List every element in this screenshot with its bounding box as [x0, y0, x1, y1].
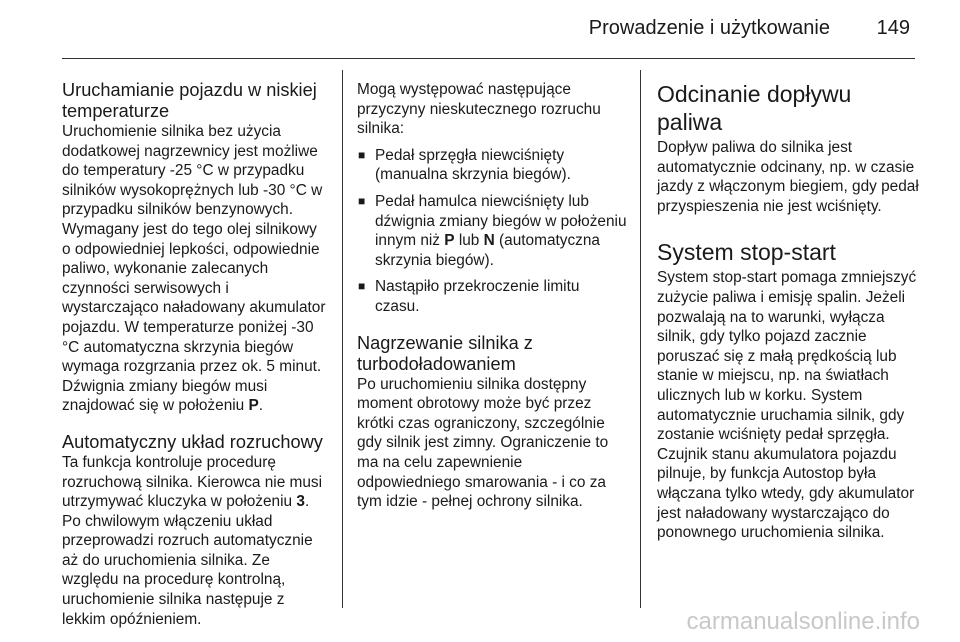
- paragraph-cold-start: [62, 122, 328, 416]
- paragraph-text-end: . Po chwilowym włączeniu układ przeprowadzi rozruch automatycznie aż do uruchomienia silnika. Ze względu na procedurę kontrolną, uruchomienie silnika następuje z lekkim opóźnieniem.: [62, 493, 313, 628]
- column-divider-2: [640, 70, 641, 608]
- section-heading-cold-start: Uruchamianie pojazdu w niskiej temperaturze: [62, 80, 317, 121]
- paragraph-text-end: .: [258, 397, 264, 415]
- column-3: [657, 80, 919, 543]
- bullet-icon: ■: [358, 193, 366, 208]
- paragraph-fuel-cutoff: Dopływ paliwa do silnika jest automatycznie odcinany, np. w czasie jazdy z włączonym biegiem, gdy pedał przyspieszenia nie jest wciśnięty.: [657, 139, 919, 215]
- paragraph-text: Ta funkcja kontroluje procedurę rozruchową silnika. Kierowca nie musi utrzymywać kluczyka w położeniu: [62, 453, 323, 511]
- section-heading-stop-start: System stop-start: [657, 239, 836, 266]
- column-2: [357, 80, 627, 512]
- bullet-icon: ■: [358, 279, 366, 294]
- section-heading-fuel-cutoff: Odcinanie dopływu paliwa: [657, 81, 852, 135]
- header-divider: [62, 58, 915, 59]
- column-divider-1: [342, 70, 343, 608]
- list-item: [357, 277, 627, 316]
- list-item: [357, 146, 627, 185]
- column-1: [62, 80, 328, 629]
- watermark: carmanualsonline.info: [686, 608, 920, 635]
- paragraph-start-failure-intro: Mogą występować następujące przyczyny nieskutecznego rozruchu silnika:: [357, 81, 601, 138]
- gear-position-p: P: [444, 232, 455, 250]
- section-heading-auto-start: Automatyczny układ rozruchowy: [62, 431, 323, 452]
- list-item-text: Nastąpiło przekroczenie limitu czasu.: [375, 278, 580, 315]
- gear-position-p: P: [248, 397, 259, 415]
- list-item-text-mid: lub: [454, 232, 484, 250]
- section-heading-turbo-warmup: Nagrzewanie silnika z turbodoładowaniem: [357, 332, 533, 374]
- paragraph-text: Uruchomienie silnika bez użycia dodatkowej nagrzewnicy jest możliwe do temperatury -25 °C w przypadku silników wysokoprężnych lub -30 °C w przypadku silników benzynowych. Wymagany jest do tego olej silnikowy o odpowiedniej lepkości, odpowiednie paliwo, wykonanie zalecanych czynności serwisowych i wystarczająco naładowany akumulator pojazdu. W temperaturze poniżej -30 °C automatyczna skrzynia biegów wymaga rozgrzania przez ok. 5 minut. Dźwignia zmiany biegów musi znajdować się w położeniu: [62, 123, 326, 415]
- list-item-text: Pedał sprzęgła niewciśnięty (manualna skrzynia biegów).: [375, 146, 571, 184]
- chapter-title: Prowadzenie i użytkowanie: [588, 17, 830, 39]
- paragraph-stop-start: System stop-start pomaga zmniejszyć zużycie paliwa i emisję spalin. Jeżeli pozwalają na to warunki, wyłącza silnik, gdy tylko pojazd zacznie poruszać się z małą prędkością lub stanie w miejscu, np. na światłach ulicznych lub w korku. System automatycznie uruchamia silnik, gdy zostanie wciśnięty pedał sprzęgła. Czujnik stanu akumulatora pojazdu pilnuje, by funkcja Autostop była włączana tylko wtedy, gdy akumulator jest naładowany wystarczająco do ponownego uruchomienia silnika.: [657, 269, 917, 542]
- list-item-text: Pedał hamulca niewciśnięty lub dźwignia zmiany biegów w położeniu innym niż: [375, 192, 627, 250]
- bullet-icon: ■: [358, 147, 366, 162]
- page-header: [0, 0, 960, 60]
- start-failure-list: [357, 146, 627, 317]
- paragraph-turbo-warmup: Po uruchomieniu silnika dostępny moment obrotowy może być przez krótki czas ograniczony, szczególnie gdy silnik jest zimny. Ograniczenie to ma na celu zapewnienie odpowiedniego smarowania - i co za tym idzie - pełnej ochrony silnika.: [357, 375, 609, 511]
- page-number: 149: [876, 17, 910, 39]
- list-item: [357, 192, 627, 270]
- gear-position-n: N: [483, 232, 495, 250]
- key-position-3: 3: [296, 493, 305, 511]
- paragraph-auto-start: [62, 453, 328, 629]
- list-item-text-end: (automatyczna skrzynia biegów).: [375, 232, 600, 269]
